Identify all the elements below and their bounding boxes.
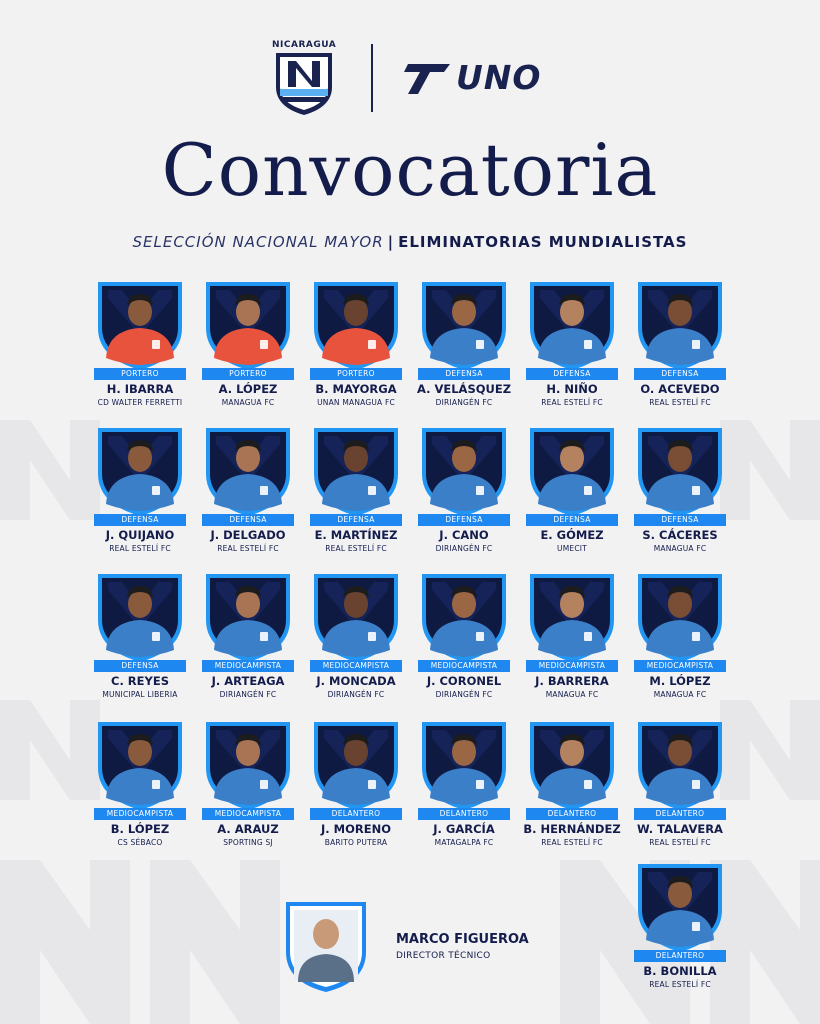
player-shield [204, 570, 292, 664]
player-card [410, 570, 518, 710]
player-position: MEDIOCAMPISTA [418, 660, 510, 672]
player-club: BARITO PUTERA [324, 838, 388, 847]
player-card [302, 424, 410, 564]
page-subtitle [0, 233, 820, 251]
player-card [86, 718, 194, 858]
player-shield [636, 570, 724, 664]
player-name: J. CORONEL [426, 674, 502, 688]
player-shield [204, 718, 292, 812]
player-position: DEFENSA [634, 368, 726, 380]
player-shield [312, 424, 400, 518]
player-name: J. MONCADA [316, 674, 396, 688]
player-shield [204, 424, 292, 518]
player-name: W. TALAVERA [637, 822, 723, 836]
player-card [302, 278, 410, 418]
player-shield [528, 424, 616, 518]
player-shield [636, 860, 724, 954]
player-shield [96, 718, 184, 812]
player-card [410, 424, 518, 564]
player-name: A. VELÁSQUEZ [416, 382, 512, 396]
sponsor-name: UNO [456, 58, 542, 97]
player-position: DEFENSA [418, 514, 510, 526]
header [0, 0, 820, 270]
player-shield [528, 570, 616, 664]
player-position: DELANTERO [310, 808, 402, 820]
player-name: J. MORENO [321, 822, 391, 836]
player-name: M. LÓPEZ [649, 674, 711, 688]
player-shield [96, 278, 184, 372]
player-card [626, 570, 734, 710]
coach-role: DIRECTOR TÉCNICO [396, 951, 491, 961]
player-name: J. QUIJANO [105, 528, 175, 542]
coach-shield [284, 898, 368, 994]
player-club: MANAGUA FC [545, 690, 599, 699]
player-position: PORTERO [310, 368, 402, 380]
player-name: J. BARRERA [535, 674, 609, 688]
player-position: DELANTERO [634, 808, 726, 820]
player-name: B. BONILLA [643, 964, 717, 978]
player-shield [528, 278, 616, 372]
player-position: MEDIOCAMPISTA [526, 660, 618, 672]
player-card [518, 278, 626, 418]
player-card [86, 278, 194, 418]
sponsor-emblem-icon [404, 58, 454, 98]
player-name: J. GARCÍA [433, 822, 495, 836]
player-name: S. CÁCERES [642, 528, 718, 542]
player-name: H. IBARRA [106, 382, 174, 396]
player-shield [636, 718, 724, 812]
player-club: DIRIANGÉN FC [219, 690, 277, 699]
player-club: MANAGUA FC [653, 690, 707, 699]
player-card [86, 424, 194, 564]
player-club: SPORTING SJ [223, 838, 273, 847]
player-club: DIRIANGÉN FC [327, 690, 385, 699]
player-club: CD WALTER FERRETTI [97, 398, 183, 407]
player-card [626, 424, 734, 564]
subtitle-team: SELECCIÓN NACIONAL MAYOR [132, 233, 384, 251]
player-club: MUNICIPAL LIBERIA [102, 690, 178, 699]
player-card [626, 718, 734, 858]
player-club: DIRIANGÉN FC [435, 690, 493, 699]
player-name: E. GÓMEZ [540, 528, 604, 542]
player-position: DELANTERO [634, 950, 726, 962]
player-club: UNAN MANAGUA FC [317, 398, 395, 407]
player-shield [420, 278, 508, 372]
player-shield [204, 278, 292, 372]
player-position: DEFENSA [94, 660, 186, 672]
player-card [626, 278, 734, 418]
player-shield [636, 424, 724, 518]
player-name: A. ARAUZ [217, 822, 279, 836]
player-name: B. MAYORGA [315, 382, 397, 396]
player-position: MEDIOCAMPISTA [202, 660, 294, 672]
coach-name: MARCO FIGUEROA [396, 932, 529, 947]
player-position: DELANTERO [526, 808, 618, 820]
player-shield [312, 718, 400, 812]
player-club: REAL ESTELÍ FC [109, 544, 171, 553]
player-card [410, 718, 518, 858]
player-shield [420, 570, 508, 664]
player-position: PORTERO [202, 368, 294, 380]
subtitle-competition: ELIMINATORIAS MUNDIALISTAS [398, 233, 688, 251]
player-shield [96, 570, 184, 664]
player-card [194, 718, 302, 858]
player-position: DEFENSA [526, 514, 618, 526]
player-name: J. CANO [439, 528, 489, 542]
player-name: H. NIÑO [546, 382, 598, 396]
player-name: O. ACEVEDO [640, 382, 720, 396]
federation-label: NICARAGUA [272, 40, 337, 50]
player-name: J. DELGADO [210, 528, 286, 542]
player-shield [96, 424, 184, 518]
player-club: CS SÉBACO [117, 838, 163, 847]
player-card [626, 860, 734, 1000]
player-club: MANAGUA FC [221, 398, 275, 407]
subtitle-separator: | [387, 233, 395, 251]
page-title: Convocatoria [161, 128, 659, 212]
player-position: DEFENSA [310, 514, 402, 526]
player-shield [312, 570, 400, 664]
player-name: C. REYES [111, 674, 169, 688]
player-position: MEDIOCAMPISTA [310, 660, 402, 672]
player-club: REAL ESTELÍ FC [649, 838, 711, 847]
player-club: REAL ESTELÍ FC [325, 544, 387, 553]
player-name: B. LÓPEZ [110, 822, 170, 836]
player-position: MEDIOCAMPISTA [202, 808, 294, 820]
player-card [410, 278, 518, 418]
player-position: PORTERO [94, 368, 186, 380]
player-club: REAL ESTELÍ FC [217, 544, 279, 553]
player-position: MEDIOCAMPISTA [94, 808, 186, 820]
player-position: DEFENSA [202, 514, 294, 526]
player-name: B. HERNÁNDEZ [523, 822, 621, 836]
player-position: DEFENSA [526, 368, 618, 380]
player-club: DIRIANGÉN FC [435, 398, 493, 407]
header-divider [371, 44, 373, 112]
player-shield [312, 278, 400, 372]
player-position: DEFENSA [94, 514, 186, 526]
player-club: DIRIANGÉN FC [435, 544, 493, 553]
player-name: J. ARTEAGA [211, 674, 285, 688]
player-card [518, 718, 626, 858]
federation-shield-icon [274, 51, 334, 117]
player-shield [528, 718, 616, 812]
player-card [518, 570, 626, 710]
sponsor-logo [404, 58, 564, 98]
player-card [194, 278, 302, 418]
player-shield [420, 424, 508, 518]
player-club: REAL ESTELÍ FC [649, 980, 711, 989]
player-position: DELANTERO [418, 808, 510, 820]
player-club: REAL ESTELÍ FC [649, 398, 711, 407]
player-card [86, 570, 194, 710]
player-shield [420, 718, 508, 812]
player-name: E. MARTÍNEZ [314, 528, 398, 542]
player-shield [636, 278, 724, 372]
coach-card [284, 898, 564, 998]
player-club: REAL ESTELÍ FC [541, 838, 603, 847]
player-club: MATAGALPA FC [434, 838, 494, 847]
player-position: MEDIOCAMPISTA [634, 660, 726, 672]
player-card [518, 424, 626, 564]
player-name: A. LÓPEZ [218, 382, 278, 396]
player-club: MANAGUA FC [653, 544, 707, 553]
player-card [302, 718, 410, 858]
player-card [194, 424, 302, 564]
player-card [194, 570, 302, 710]
player-club: UMECIT [557, 544, 587, 553]
player-position: DEFENSA [418, 368, 510, 380]
player-card [302, 570, 410, 710]
player-club: REAL ESTELÍ FC [541, 398, 603, 407]
player-position: DEFENSA [634, 514, 726, 526]
federation-logo [272, 40, 336, 118]
